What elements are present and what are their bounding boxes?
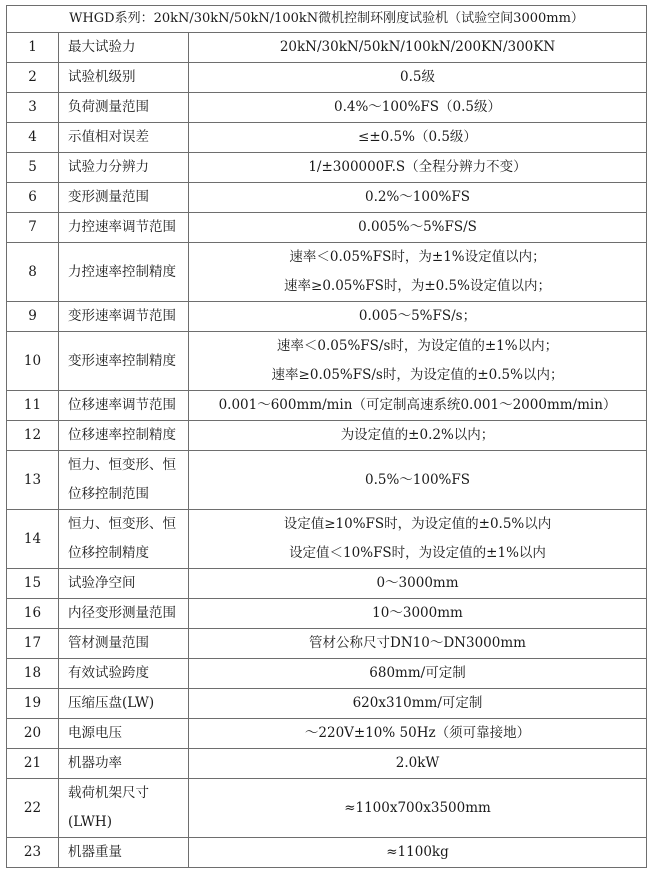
row-number: 21 (7, 749, 59, 779)
table-row (7, 63, 647, 93)
parameter-value-line: 20kN/30kN/50kN/100kN/200KN/300KN (279, 39, 556, 55)
parameter-value (189, 183, 647, 213)
parameter-value (189, 451, 647, 510)
table-row (7, 33, 647, 63)
parameter-value-line: 2.0kW (395, 755, 440, 771)
parameter-value-line: 680mm/可定制 (369, 665, 466, 681)
parameter-name (59, 510, 189, 569)
table-row (7, 510, 647, 569)
parameter-name (59, 302, 189, 332)
table-row (7, 659, 647, 689)
parameter-value-line: 0.2%～100%FS (364, 189, 470, 205)
parameter-value (189, 302, 647, 332)
table-row (7, 123, 647, 153)
parameter-name-line: 管材测量范围 (68, 635, 149, 651)
parameter-value (189, 332, 647, 391)
parameter-name (59, 391, 189, 421)
row-number: 15 (7, 569, 59, 599)
parameter-value-line: ～220V±10% 50Hz（须可靠接地） (304, 725, 531, 741)
parameter-name-line: 负荷测量范围 (68, 99, 149, 115)
parameter-name (59, 421, 189, 451)
parameter-name-line: 变形速率控制精度 (68, 352, 176, 369)
parameter-value-line: 1/±300000F.S（全程分辨力不变） (308, 159, 527, 175)
parameter-value-line: 设定值≥10%FS时，为设定值的±0.5%以内 (283, 516, 552, 532)
parameter-value-line: 10～3000mm (372, 605, 463, 621)
table-row (7, 153, 647, 183)
row-number: 3 (7, 93, 59, 123)
parameter-value (189, 93, 647, 123)
table-row (7, 749, 647, 779)
row-number: 1 (7, 33, 59, 63)
table-row (7, 569, 647, 599)
table-row (7, 451, 647, 510)
table-row (7, 719, 647, 749)
parameter-value-line: 0.001～600mm/min（可定制高速系统0.001～2000mm/min） (218, 397, 617, 413)
parameter-name (59, 838, 189, 868)
row-number: 19 (7, 689, 59, 719)
parameter-value-line: 0.005～5%FS/s； (358, 308, 477, 324)
parameter-value (189, 153, 647, 183)
parameter-value-line: 0.005%～5%FS/S (358, 219, 477, 235)
row-number: 13 (7, 451, 59, 510)
parameter-value (189, 391, 647, 421)
row-number: 8 (7, 243, 59, 302)
parameter-name-line: 位移控制精度 (68, 545, 149, 561)
parameter-name (59, 183, 189, 213)
row-number: 10 (7, 332, 59, 391)
parameter-value-line: 速率＜0.05%FS/s时，为设定值的±1%以内； (276, 338, 559, 354)
parameter-name (59, 629, 189, 659)
table-row (7, 779, 647, 838)
parameter-value (189, 510, 647, 569)
row-number: 4 (7, 123, 59, 153)
parameter-name-line: 变形测量范围 (68, 189, 149, 205)
parameter-value-line: 速率≥0.05%FS/s时，为设定值的±0.5%以内； (271, 367, 564, 383)
table-row (7, 183, 647, 213)
parameter-name-line: 恒力、恒变形、恒 (68, 457, 176, 473)
parameter-value (189, 689, 647, 719)
parameter-name (59, 659, 189, 689)
parameter-value-line: 速率≥0.05%FS时，为±0.5%设定值以内； (284, 278, 551, 294)
parameter-name (59, 153, 189, 183)
parameter-name-line: 位移速率控制精度 (68, 427, 176, 443)
parameter-value-line: ≈1100x700x3500mm (344, 799, 491, 816)
parameter-name (59, 63, 189, 93)
row-number: 17 (7, 629, 59, 659)
parameter-value-line: 管材公称尺寸DN10～DN3000mm (309, 635, 526, 651)
table-row (7, 838, 647, 868)
parameter-name-line: 载荷机架尺寸(LWH) (68, 785, 149, 830)
parameter-name (59, 719, 189, 749)
parameter-name (59, 123, 189, 153)
parameter-value-line: 速率＜0.05%FS时，为±1%设定值以内； (289, 249, 546, 265)
parameter-name-line: 有效试验跨度 (68, 665, 149, 681)
parameter-value (189, 421, 647, 451)
parameter-name (59, 569, 189, 599)
table-row (7, 391, 647, 421)
parameter-value-line: ≈1100kg (386, 844, 449, 860)
row-number: 23 (7, 838, 59, 868)
parameter-value (189, 599, 647, 629)
parameter-name-line: 压缩压盘(LW) (68, 695, 155, 711)
row-number: 2 (7, 63, 59, 93)
title-row (7, 6, 647, 33)
table-row (7, 93, 647, 123)
table-row (7, 213, 647, 243)
row-number: 11 (7, 391, 59, 421)
parameter-name-line: 最大试验力 (68, 39, 136, 55)
parameter-value-line: 设定值＜10%FS时，为设定值的±1%以内 (289, 545, 546, 561)
parameter-name (59, 689, 189, 719)
parameter-value (189, 33, 647, 63)
parameter-value (189, 243, 647, 302)
row-number: 6 (7, 183, 59, 213)
parameter-name-line: 示值相对误差 (68, 129, 149, 145)
table-row (7, 302, 647, 332)
parameter-name-line: 变形速率调节范围 (68, 308, 176, 324)
parameter-value-line: 0～3000mm (376, 575, 459, 591)
parameter-name-line: 机器重量 (68, 844, 122, 860)
parameter-value-line: 0.5级 (400, 69, 435, 85)
parameter-value (189, 63, 647, 93)
parameter-name-line: 机器功率 (68, 755, 122, 771)
parameter-name (59, 33, 189, 63)
parameter-name-line: 力控速率调节范围 (68, 219, 176, 235)
parameter-value (189, 719, 647, 749)
table-row (7, 332, 647, 391)
parameter-value (189, 838, 647, 868)
parameter-name-line: 力控速率控制精度 (68, 263, 176, 280)
parameter-name-line: 试验机级别 (68, 69, 136, 85)
parameter-value-line: 0.4%～100%FS（0.5级） (334, 99, 501, 115)
table-row (7, 243, 647, 302)
parameter-name (59, 243, 189, 302)
parameter-name (59, 451, 189, 510)
parameter-value (189, 749, 647, 779)
parameter-value-line: 620x310mm/可定制 (352, 695, 483, 711)
row-number: 16 (7, 599, 59, 629)
row-number: 22 (7, 779, 59, 838)
row-number: 5 (7, 153, 59, 183)
parameter-name-line: 试验力分辨力 (68, 159, 149, 175)
table-row (7, 421, 647, 451)
parameter-name (59, 332, 189, 391)
parameter-value (189, 659, 647, 689)
parameter-name-line: 电源电压 (68, 725, 122, 741)
parameter-value (189, 569, 647, 599)
table-row (7, 599, 647, 629)
parameter-value (189, 123, 647, 153)
row-number: 12 (7, 421, 59, 451)
row-number: 9 (7, 302, 59, 332)
parameter-value-line: ≤±0.5%（0.5级） (358, 129, 477, 145)
parameter-name (59, 599, 189, 629)
parameter-name (59, 213, 189, 243)
parameter-name-line: 位移速率调节范围 (68, 397, 176, 413)
parameter-name-line: 内径变形测量范围 (68, 605, 176, 621)
row-number: 18 (7, 659, 59, 689)
parameter-value (189, 213, 647, 243)
row-number: 14 (7, 510, 59, 569)
table-row (7, 629, 647, 659)
row-number: 7 (7, 213, 59, 243)
parameter-name (59, 749, 189, 779)
table-title: WHGD系列：20kN/30kN/50kN/100kN微机控制环刚度试验机（试验空间3000mm） (7, 6, 647, 33)
parameter-value (189, 779, 647, 838)
row-number: 20 (7, 719, 59, 749)
spec-table (6, 5, 647, 868)
parameter-value (189, 629, 647, 659)
table-row (7, 689, 647, 719)
parameter-name (59, 779, 189, 838)
parameter-name-line: 恒力、恒变形、恒 (68, 516, 176, 532)
parameter-name (59, 93, 189, 123)
parameter-value-line: 0.5%～100%FS (364, 471, 470, 488)
parameter-value-line: 为设定值的±0.2%以内； (340, 427, 495, 443)
parameter-name-line: 试验净空间 (68, 575, 136, 591)
parameter-name-line: 位移控制范围 (68, 486, 149, 502)
